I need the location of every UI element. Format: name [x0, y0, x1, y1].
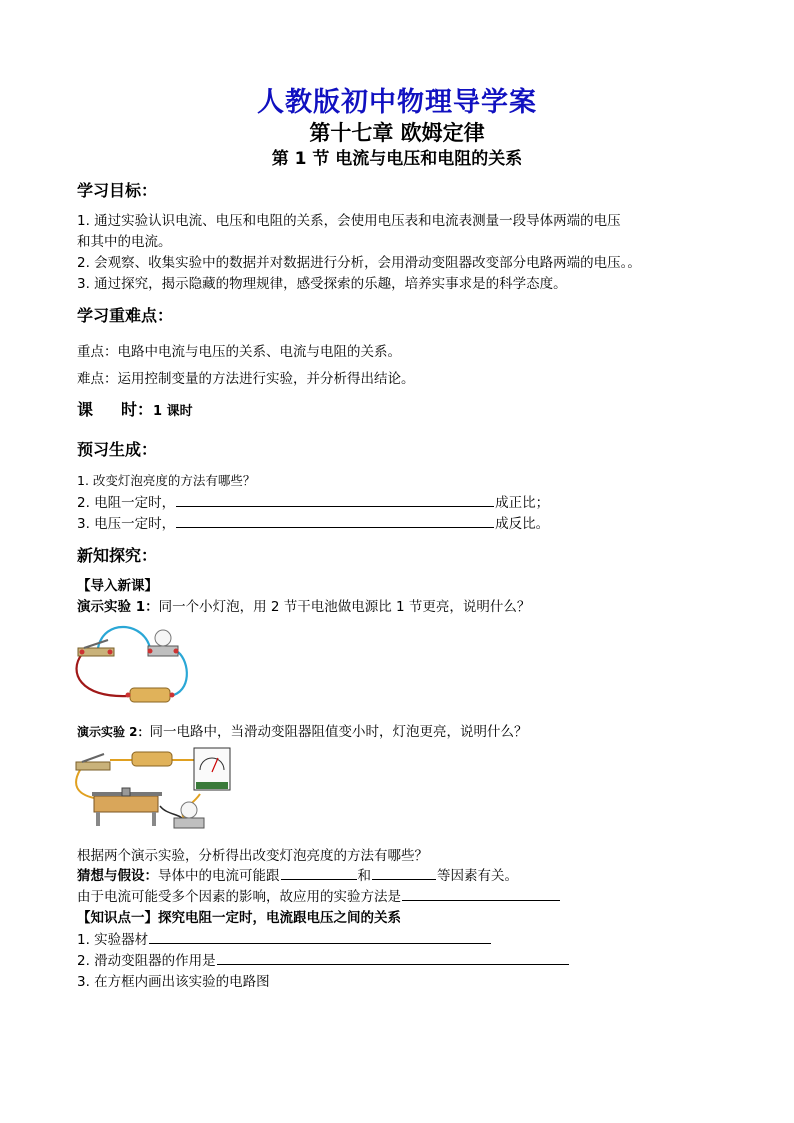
- kp1-item-2: [77, 949, 570, 969]
- demo-1-text: 同一个小灯泡，用 2 节干电池做电源比 1 节更亮，说明什么？: [158, 599, 531, 615]
- kp1-item-3: 3. 在方框内画出该实验的电路图: [77, 974, 270, 990]
- preview-q3: [77, 512, 549, 532]
- goals-heading: 学习目标：: [77, 181, 158, 200]
- method-line: [77, 885, 561, 905]
- method-text: 由于电流可能受多个因素的影响，故应用的实验方法是: [77, 889, 401, 905]
- kp1-item-1-blank[interactable]: [149, 930, 491, 944]
- preview-q1: 1. 改变灯泡亮度的方法有哪些？: [77, 473, 256, 488]
- important-point: 重点：电路中电流与电压的关系、电流与电阻的关系。: [77, 344, 401, 360]
- intro-tag: 【导入新课】: [77, 578, 158, 594]
- demo-1: [77, 595, 530, 615]
- preview-q3-blank[interactable]: [176, 514, 494, 528]
- preview-q2-suffix: 成正比；: [495, 495, 550, 511]
- kp1-item-1: [77, 928, 492, 948]
- analysis-question: 根据两个演示实验，分析得出改变灯泡亮度的方法有哪些？: [77, 848, 428, 864]
- guess-line: [77, 864, 518, 884]
- class-hours-label-2: 时：: [121, 400, 154, 419]
- method-blank[interactable]: [402, 887, 560, 901]
- kp1-item-1-text: 1. 实验器材: [77, 932, 149, 948]
- guess-blank-1[interactable]: [281, 866, 357, 880]
- goal-item-3: 3. 通过探究，揭示隐藏的物理规律，感受探索的乐趣，培养实事求是的科学态度。: [77, 276, 567, 292]
- preview-q2: [77, 491, 549, 511]
- key-points-heading: 学习重难点：: [77, 306, 174, 325]
- kp1-item-2-text: 2. 滑动变阻器的作用是: [77, 953, 216, 969]
- guess-text-3: 等因素有关。: [437, 868, 518, 884]
- demo-2-label: 演示实验 2：: [77, 725, 150, 739]
- preview-q3-suffix: 成反比。: [495, 516, 550, 532]
- guess-text-1: 导体中的电流可能跟: [158, 868, 280, 884]
- demo-1-label: 演示实验 1：: [77, 599, 159, 615]
- chapter-title: 第十七章 欧姆定律: [309, 120, 485, 145]
- section-title: 第 1 节 电流与电压和电阻的关系: [271, 149, 523, 169]
- class-hours: [77, 397, 193, 420]
- preview-q2-prefix: 2. 电阻一定时，: [77, 495, 176, 511]
- guess-blank-2[interactable]: [372, 866, 436, 880]
- page-title: 人教版初中物理导学案: [257, 87, 537, 118]
- goal-item-1: 1. 通过实验认识电流、电压和电阻的关系，会使用电压表和电流表测量一段导体两端的电压: [77, 213, 621, 229]
- class-hours-label-1: 课: [77, 400, 94, 419]
- preview-q2-blank[interactable]: [176, 493, 494, 507]
- difficult-point: 难点：运用控制变量的方法进行实验，并分析得出结论。: [77, 371, 415, 387]
- preview-heading: 预习生成：: [77, 440, 158, 459]
- guess-label: 猜想与假设：: [77, 868, 158, 884]
- demo-2-text: 同一电路中，当滑动变阻器阻值变小时，灯泡更亮，说明什么？: [149, 724, 528, 740]
- goal-item-1-cont: 和其中的电流。: [77, 234, 172, 250]
- preview-q3-prefix: 3. 电压一定时，: [77, 516, 176, 532]
- explore-heading: 新知探究：: [77, 546, 158, 565]
- guess-text-2: 和: [357, 868, 371, 884]
- kp1-item-2-blank[interactable]: [217, 951, 569, 965]
- class-hours-value: 1 课时: [153, 404, 193, 419]
- knowledge-point-1: 【知识点一】探究电阻一定时，电流跟电压之间的关系: [77, 910, 401, 926]
- goal-item-2: 2. 会观察、收集实验中的数据并对数据进行分析，会用滑动变阻器改变部分电路两端的电压。。: [77, 255, 641, 271]
- circuit-figure-2: [74, 744, 234, 836]
- demo-2: [77, 720, 528, 740]
- circuit-figure-1: [74, 622, 194, 710]
